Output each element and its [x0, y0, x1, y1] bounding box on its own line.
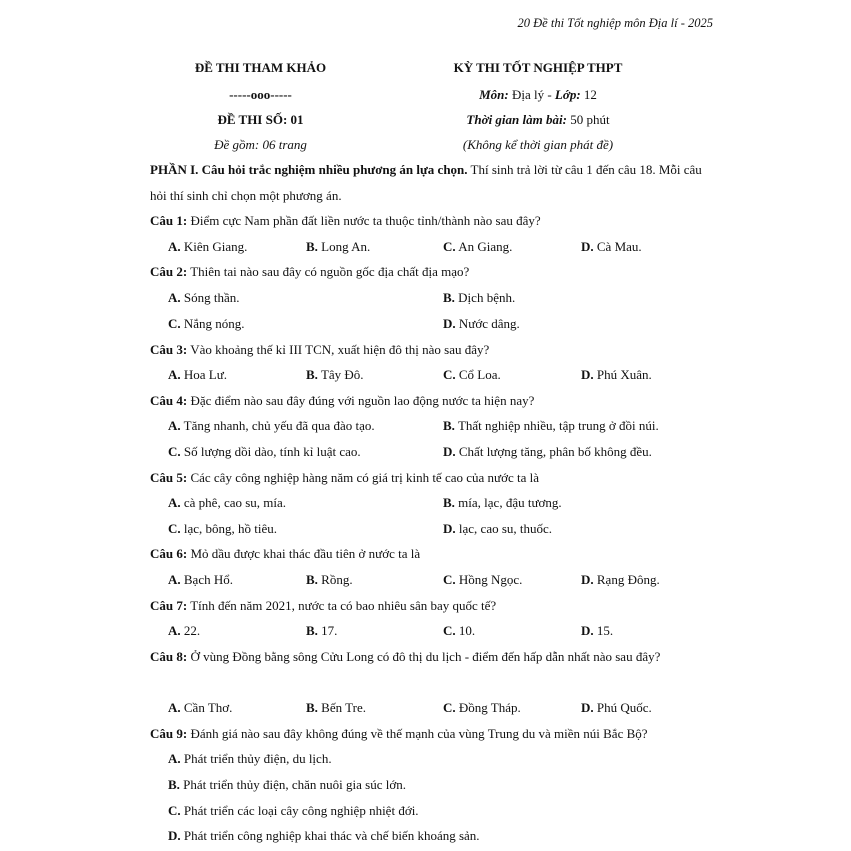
option-a	[168, 746, 332, 772]
option-letter: B.	[168, 777, 180, 792]
option-a	[168, 695, 232, 721]
question-7	[150, 593, 496, 619]
exam-number: ĐỀ THI SỐ: 01	[217, 112, 304, 127]
option-text: 15.	[596, 623, 614, 638]
option-c	[443, 362, 501, 388]
option-letter: A.	[168, 239, 181, 254]
option-b	[306, 567, 353, 593]
question-2	[150, 259, 469, 285]
time-line	[418, 112, 658, 128]
option-d	[581, 618, 613, 644]
option-letter: B.	[306, 700, 318, 715]
option-letter: A.	[168, 700, 181, 715]
option-letter: D.	[443, 444, 456, 459]
question-6	[150, 541, 420, 567]
grade-label: Lớp:	[554, 87, 581, 102]
option-c	[168, 516, 277, 542]
option-b	[443, 490, 562, 516]
question-3	[150, 337, 489, 363]
option-letter: B.	[306, 623, 318, 638]
option-letter: B.	[443, 418, 455, 433]
option-text: 10.	[458, 623, 476, 638]
question-text: Đặc điểm nào sau đây đúng với nguồn lao động nước ta hiện nay?	[190, 393, 535, 408]
option-letter: D.	[581, 239, 594, 254]
question-9	[150, 721, 648, 747]
option-letter: B.	[443, 495, 455, 510]
question-label: Câu 2:	[150, 264, 188, 279]
part-title: PHẦN I. Câu hỏi trắc nghiệm nhiều phương án lựa chọn.	[150, 162, 468, 177]
question-text: Các cây công nghiệp hàng năm có giá trị kinh tế cao của nước ta là	[190, 470, 539, 485]
option-letter: B.	[306, 239, 318, 254]
option-letter: C.	[443, 700, 456, 715]
option-b	[306, 618, 337, 644]
time-label: Thời gian làm bài:	[466, 112, 567, 127]
option-text: Cà Mau.	[596, 239, 642, 254]
option-a	[168, 490, 286, 516]
question-text: Mỏ dầu được khai thác đầu tiên ở nước ta là	[190, 546, 421, 561]
question-label: Câu 3:	[150, 342, 188, 357]
option-letter: D.	[581, 367, 594, 382]
option-c	[443, 234, 512, 260]
option-a	[168, 413, 375, 439]
option-letter: D.	[581, 700, 594, 715]
option-text: mía, lạc, đậu tương.	[458, 495, 562, 510]
option-letter: A.	[168, 290, 181, 305]
option-text: Rạng Đông.	[596, 572, 660, 587]
question-text: Đánh giá nào sau đây không đúng về thế mạnh của vùng Trung du và miền núi Bắc Bộ?	[190, 726, 648, 741]
option-text: lạc, cao su, thuốc.	[458, 521, 553, 536]
option-d	[443, 516, 552, 542]
option-text: Sóng thần.	[183, 290, 240, 305]
option-d	[443, 439, 652, 465]
option-letter: D.	[443, 316, 456, 331]
option-b	[306, 234, 370, 260]
option-text: Cổ Loa.	[458, 367, 501, 382]
question-text: Vào khoảng thế kỉ III TCN, xuất hiện đô thị nào sau đây?	[190, 342, 490, 357]
option-letter: C.	[443, 572, 456, 587]
option-b	[306, 362, 364, 388]
part-instruction: Thí sinh trả lời từ câu 1 đến câu 18. Mỗi câu hỏi thí sinh chỉ chọn một phương án.	[150, 162, 702, 203]
question-5	[150, 465, 539, 491]
option-letter: A.	[168, 367, 181, 382]
option-letter: C.	[443, 367, 456, 382]
option-a	[168, 362, 227, 388]
question-text: Ở vùng Đồng bằng sông Cửu Long có đô thị du lịch - điểm đến hấp dẫn nhất nào sau đây?	[190, 649, 661, 664]
option-text: Long An.	[321, 239, 371, 254]
part-intro	[150, 157, 716, 209]
time-value: 50 phút	[570, 112, 610, 127]
exam-name-title: KỲ THI TỐT NGHIỆP THPT	[453, 60, 623, 75]
option-text: Hồng Ngọc.	[458, 572, 523, 587]
option-a	[168, 618, 200, 644]
option-b	[306, 695, 366, 721]
option-a	[168, 567, 233, 593]
question-label: Câu 6:	[150, 546, 188, 561]
subject-value: Địa lý -	[511, 87, 552, 102]
option-letter: B.	[306, 572, 318, 587]
subject-label: Môn:	[479, 87, 509, 102]
option-c	[443, 567, 522, 593]
question-label: Câu 8:	[150, 649, 188, 664]
running-head: 20 Đề thi Tốt nghiệp môn Địa lí - 2025	[517, 16, 713, 30]
option-letter: A.	[168, 623, 181, 638]
exam-type-title: ĐỀ THI THAM KHẢO	[194, 60, 327, 75]
question-text: Điểm cực Nam phần đất liền nước ta thuộc tỉnh/thành nào sau đây?	[190, 213, 541, 228]
question-8	[150, 644, 716, 670]
option-text: Phát triển thủy điện, chăn nuôi gia súc lớn.	[183, 777, 406, 792]
option-text: Hoa Lư.	[183, 367, 228, 382]
option-text: Kiên Giang.	[183, 239, 248, 254]
option-letter: C.	[168, 444, 181, 459]
option-d	[581, 234, 642, 260]
question-4	[150, 388, 534, 414]
option-d	[168, 823, 480, 849]
option-text: Đồng Tháp.	[458, 700, 521, 715]
option-text: Thất nghiệp nhiều, tập trung ở đồi núi.	[457, 418, 659, 433]
option-text: 17.	[321, 623, 338, 638]
option-c	[443, 618, 475, 644]
option-b	[443, 413, 659, 439]
question-text: Thiên tai nào sau đây có nguồn gốc địa chất địa mạo?	[190, 264, 470, 279]
page-count: Đề gồm: 06 trang	[214, 137, 307, 152]
option-c	[168, 439, 361, 465]
option-letter: D.	[581, 572, 594, 587]
option-text: Tăng nhanh, chủ yếu đã qua đào tạo.	[183, 418, 375, 433]
grade-value: 12	[583, 87, 597, 102]
option-letter: C.	[168, 316, 181, 331]
question-label: Câu 5:	[150, 470, 188, 485]
option-text: Chất lượng tăng, phân bố không đều.	[458, 444, 652, 459]
option-text: Phú Xuân.	[596, 367, 652, 382]
option-letter: B.	[306, 367, 318, 382]
option-text: Phát triển công nghiệp khai thác và chế biến khoáng sản.	[183, 828, 480, 843]
option-a	[168, 234, 247, 260]
option-text: Phát triển các loại cây công nghiệp nhiệt đới.	[183, 803, 419, 818]
option-letter: A.	[168, 418, 181, 433]
option-text: Bến Tre.	[321, 700, 366, 715]
option-text: Nước dâng.	[458, 316, 520, 331]
time-note: (Không kể thời gian phát đề)	[462, 137, 614, 152]
option-letter: A.	[168, 572, 181, 587]
option-text: Phát triển thủy điện, du lịch.	[183, 751, 332, 766]
option-c	[443, 695, 521, 721]
option-a	[168, 285, 240, 311]
option-letter: D.	[581, 623, 594, 638]
option-text: Số lượng dồi dào, tính kỉ luật cao.	[183, 444, 361, 459]
option-letter: C.	[168, 803, 181, 818]
question-text: Tính đến năm 2021, nước ta có bao nhiêu sân bay quốc tế?	[190, 598, 497, 613]
option-text: Rồng.	[321, 572, 353, 587]
option-text: Phú Quốc.	[596, 700, 652, 715]
option-letter: A.	[168, 495, 181, 510]
option-text: Tây Đô.	[320, 367, 364, 382]
question-label: Câu 1:	[150, 213, 188, 228]
question-label: Câu 9:	[150, 726, 188, 741]
option-text: cà phê, cao su, mía.	[183, 495, 287, 510]
option-letter: C.	[443, 239, 456, 254]
option-letter: D.	[168, 828, 181, 843]
separator-text: -----ooo-----	[229, 87, 292, 102]
option-text: lạc, bông, hồ tiêu.	[183, 521, 278, 536]
option-d	[581, 567, 660, 593]
option-text: Nắng nóng.	[183, 316, 245, 331]
option-text: Cần Thơ.	[183, 700, 233, 715]
option-text: An Giang.	[458, 239, 513, 254]
option-d	[581, 362, 652, 388]
option-text: 22.	[183, 623, 201, 638]
option-b	[168, 772, 406, 798]
option-d	[581, 695, 652, 721]
option-letter: C.	[443, 623, 456, 638]
option-c	[168, 798, 419, 824]
option-b	[443, 285, 515, 311]
option-letter: D.	[443, 521, 456, 536]
option-letter: C.	[168, 521, 181, 536]
option-letter: A.	[168, 751, 181, 766]
option-c	[168, 311, 245, 337]
subject-line	[418, 87, 658, 103]
option-text: Bạch Hổ.	[183, 572, 233, 587]
question-label: Câu 7:	[150, 598, 188, 613]
question-1	[150, 208, 541, 234]
option-text: Dịch bệnh.	[458, 290, 516, 305]
question-label: Câu 4:	[150, 393, 188, 408]
option-d	[443, 311, 520, 337]
option-letter: B.	[443, 290, 455, 305]
